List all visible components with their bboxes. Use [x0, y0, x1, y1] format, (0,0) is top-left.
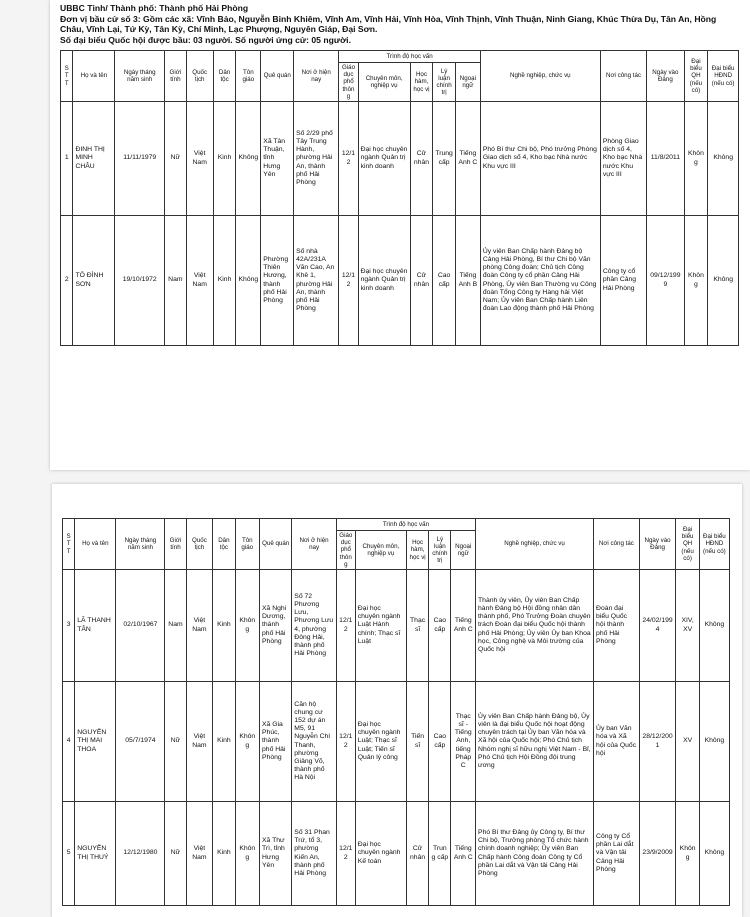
cell-political: Cao cấp: [433, 216, 456, 346]
col-council-delegate: Đại biểu HĐND (nếu có): [699, 519, 729, 570]
cell-residence: Số nhà 42A/231A Văn Cao, An Khê 1, phường Hải An, thành phố Hải Phòng: [294, 216, 339, 346]
cell-council-delegate: Không: [708, 102, 739, 216]
cell-job: Ủy viên Ban Chấp hành Đảng bộ Cảng Hải Phòng, Bí thư Chi bộ Văn phòng Công đoàn; Chủ tịch Công đoàn Công ty cổ phần Cảng Hải Phòng, Ủy viên Ban Thường vụ Công đoàn Tổng Công ty Hàng hải Việt Nam; Ủy viên Ban Chấp hành Liên đoàn Lao động thành phố Hải Phòng: [480, 216, 600, 346]
col-hometown: Quê quán: [260, 519, 292, 570]
cell-party-date: 11/8/2011: [647, 102, 684, 216]
candidate-table-1: [60, 50, 739, 346]
cell-council-delegate: Không: [699, 802, 729, 906]
col-hometown: Quê quán: [261, 51, 294, 102]
col-foreign: Ngoại ngữ: [451, 531, 476, 570]
col-job: Nghề nghiệp, chức vụ: [476, 519, 594, 570]
col-nationality: Quốc tịch: [186, 519, 213, 570]
col-dob: Ngày tháng năm sinh: [115, 51, 165, 102]
table-row: [61, 216, 739, 346]
col-workplace: Nơi công tác: [594, 519, 640, 570]
cell-religion: Không: [236, 102, 261, 216]
cell-na-delegate: XIV, XV: [676, 570, 699, 682]
table-row: [61, 102, 739, 216]
cell-ethnicity: Kinh: [213, 216, 236, 346]
cell-hometown: Phường Thiên Hương, thành phố Hải Phòng: [261, 216, 294, 346]
cell-residence: Số 31 Phan Trứ, tổ 3, phường Kiến An, thành phố Hải Phòng: [292, 802, 337, 906]
cell-job: Ủy viên Ban Chấp hành Đảng bộ, Ủy viên là đại biểu Quốc hội hoạt động chuyên trách tại Ủy ban Văn hóa và Xã hội của Quốc hội; Phó Chủ tịch Nhóm nghị sĩ hữu nghị Việt Nam - Bỉ, Phó Chủ tịch Hội Đồng đội trung ương: [476, 682, 594, 802]
cell-workplace: Đoàn đại biểu Quốc hội thành phố Hải Phòng: [594, 570, 640, 682]
cell-degree: Cử nhân: [410, 216, 433, 346]
cell-political: Trung cấp: [433, 102, 456, 216]
cell-nationality: Việt Nam: [186, 682, 213, 802]
cell-general-edu: 12/12: [336, 802, 355, 906]
table-row: [63, 570, 730, 682]
cell-party-date: 23/9/2009: [639, 802, 676, 906]
col-religion: Tôn giáo: [235, 519, 259, 570]
table-row: [63, 802, 730, 906]
cell-major: Đại học chuyên ngành Luật Hành chính; Thạc sĩ Luật: [355, 570, 406, 682]
cell-name: ĐINH THỊ MINH CHÂU: [73, 102, 115, 216]
col-name: Họ và tên: [75, 519, 116, 570]
col-ethnicity: Dân tộc: [213, 51, 236, 102]
cell-sex: Nam: [165, 570, 186, 682]
cell-na-delegate: Không: [684, 102, 708, 216]
cell-sex: Nữ: [165, 102, 187, 216]
cell-council-delegate: Không: [699, 682, 729, 802]
cell-party-date: 24/02/1994: [639, 570, 676, 682]
cell-dob: 12/12/1980: [116, 802, 165, 906]
cell-residence: Căn hộ chung cư 152 dự án M5, 91 Nguyễn Chí Thanh, phường Giảng Võ, thành phố Hà Nội: [292, 682, 337, 802]
cell-dob: 05/7/1974: [116, 682, 165, 802]
document-page-2: [52, 484, 742, 917]
header-constituency: Đơn vị bầu cử số 3: Gồm các xã: Vĩnh Bảo, Nguyễn Bỉnh Khiêm, Vĩnh Am, Vĩnh Hải, Vĩnh Hòa, Vĩnh Thịnh, Vĩnh Thuận, Ninh Giang, Khúc Thừa Dụ, Tân An, Hồng Châu, Vĩnh Lại, Tứ Kỳ, Tân Kỳ, Chí Minh, Lạc Phượng, Nguyên Giáp, Đại Sơn.: [60, 13, 717, 34]
col-sex: Giới tính: [165, 519, 186, 570]
cell-stt: 5: [63, 802, 75, 906]
cell-workplace: Ủy ban Văn hóa và Xã hội của Quốc hội: [594, 682, 640, 802]
col-residence: Nơi ở hiện nay: [292, 519, 337, 570]
cell-residence: Số 2/29 phố Tây Trung Hành, phường Hải An, thành phố Hải Phòng: [294, 102, 339, 216]
cell-na-delegate: Không: [676, 802, 699, 906]
col-workplace: Nơi công tác: [600, 51, 646, 102]
cell-foreign: Tiếng Anh C: [451, 802, 476, 906]
col-council-delegate: Đại biểu HĐND (nếu có): [708, 51, 739, 102]
cell-hometown: Xã Gia Phúc, thành phố Hải Phòng: [260, 682, 292, 802]
col-degree: Học hàm, học vị: [410, 63, 433, 102]
cell-sex: Nữ: [165, 682, 186, 802]
col-nationality: Quốc tịch: [186, 51, 213, 102]
cell-religion: Không: [235, 682, 259, 802]
col-na-delegate: Đại biểu QH (nếu có): [684, 51, 708, 102]
cell-general-edu: 12/12: [336, 570, 355, 682]
col-stt: ST T: [63, 519, 75, 570]
cell-name: LÃ THANH TÂN: [75, 570, 116, 682]
col-residence: Nơi ở hiện nay: [294, 51, 339, 102]
header-seat-count: Số đại biểu Quốc hội được bầu: 03 người. Số người ứng cử: 05 người.: [60, 34, 351, 45]
cell-dob: 02/10/1967: [116, 570, 165, 682]
document-page-1: [50, 0, 750, 470]
table-row: [63, 682, 730, 802]
cell-na-delegate: XV: [676, 682, 699, 802]
cell-name: NGUYỄN THỊ THUÝ: [75, 802, 116, 906]
cell-ethnicity: Kinh: [213, 682, 235, 802]
col-sex: Giới tính: [165, 51, 187, 102]
cell-ethnicity: Kinh: [213, 570, 235, 682]
cell-name: NGUYỄN THỊ MAI THOA: [75, 682, 116, 802]
cell-religion: Không: [235, 802, 259, 906]
cell-party-date: 09/12/1999: [647, 216, 684, 346]
col-major: Chuyên môn, nghiệp vụ: [355, 531, 406, 570]
col-major: Chuyên môn, nghiệp vụ: [358, 63, 410, 102]
col-religion: Tôn giáo: [236, 51, 261, 102]
col-education-group: Trình độ học vấn: [339, 51, 480, 63]
col-dob: Ngày tháng năm sinh: [116, 519, 165, 570]
cell-sex: Nữ: [165, 802, 186, 906]
col-party-date: Ngày vào Đảng: [639, 519, 676, 570]
cell-residence: Số 72 Phương Lưu, Phương Lưu 4, phường Đông Hải, thành phố Hải Phòng: [292, 570, 337, 682]
cell-workplace: Phòng Giao dịch số 4, Kho bạc Nhà nước Khu vực III: [600, 102, 646, 216]
cell-hometown: Xã Tân Thuận, tỉnh Hưng Yên: [261, 102, 294, 216]
cell-name: TÔ ĐÌNH SƠN: [73, 216, 115, 346]
cell-foreign: Tiếng Anh B: [455, 216, 480, 346]
cell-council-delegate: Không: [708, 216, 739, 346]
cell-major: Đại học chuyên ngành Quản trị kinh doanh: [358, 102, 410, 216]
col-general-edu: Giáo dục phổ thông: [336, 531, 355, 570]
cell-foreign: Tiếng Anh C: [451, 570, 476, 682]
cell-general-edu: 12/12: [336, 682, 355, 802]
cell-ethnicity: Kinh: [213, 102, 236, 216]
cell-nationality: Việt Nam: [186, 802, 213, 906]
cell-dob: 19/10/1972: [115, 216, 165, 346]
cell-hometown: Xã Nghi Dương, thành phố Hải Phòng: [260, 570, 292, 682]
cell-degree: Thạc sĩ: [406, 570, 428, 682]
col-general-edu: Giáo dục phổ thông: [339, 63, 358, 102]
cell-workplace: Công ty cổ phần Cảng Hải Phòng: [600, 216, 646, 346]
col-job: Nghề nghiệp, chức vụ: [480, 51, 600, 102]
cell-job: Thành ủy viên, Ủy viên Ban Chấp hành Đảng bộ Hội đồng nhân dân thành phố, Phó Trưởng Đoàn chuyên trách Đoàn đại biểu Quốc hội thành phố Hải Phòng; Ủy viên Ủy ban Khoa học, Công nghệ và Môi trường của Quốc hội: [476, 570, 594, 682]
cell-political: Trung cấp: [429, 802, 451, 906]
col-na-delegate: Đại biểu QH (nếu có): [676, 519, 699, 570]
cell-major: Đại học chuyên ngành Kế toán: [355, 802, 406, 906]
col-party-date: Ngày vào Đảng: [647, 51, 684, 102]
cell-degree: Cử nhân: [406, 802, 428, 906]
cell-workplace: Công ty Cổ phần Lai dắt và Vận tải Cảng Hải Phòng: [594, 802, 640, 906]
col-stt: ST T: [61, 51, 73, 102]
header-committee: UBBC Tỉnh/ Thành phố: Thành phố Hải Phòng: [60, 3, 249, 13]
cell-council-delegate: Không: [699, 570, 729, 682]
cell-stt: 3: [63, 570, 75, 682]
candidate-table-2: [62, 518, 730, 906]
col-political: Lý luận chính trị: [429, 531, 451, 570]
cell-general-edu: 12/12: [339, 216, 358, 346]
cell-religion: Không: [235, 570, 259, 682]
cell-degree: Cử nhân: [410, 102, 433, 216]
cell-stt: 2: [61, 216, 73, 346]
cell-sex: Nam: [165, 216, 187, 346]
cell-na-delegate: Không: [684, 216, 708, 346]
col-foreign: Ngoại ngữ: [455, 63, 480, 102]
cell-general-edu: 12/12: [339, 102, 358, 216]
cell-dob: 11/11/1979: [115, 102, 165, 216]
cell-ethnicity: Kinh: [213, 802, 235, 906]
cell-nationality: Việt Nam: [186, 102, 213, 216]
cell-degree: Tiến sĩ: [406, 682, 428, 802]
col-name: Họ và tên: [73, 51, 115, 102]
col-education-group: Trình độ học vấn: [336, 519, 475, 531]
col-degree: Học hàm, học vị: [406, 531, 428, 570]
cell-major: Đại học chuyên ngành Luật; Thạc sĩ Luật; Tiến sĩ Quản lý công: [355, 682, 406, 802]
col-ethnicity: Dân tộc: [213, 519, 235, 570]
cell-foreign: Thạc sĩ - Tiếng Anh, tiếng Pháp C: [451, 682, 476, 802]
cell-hometown: Xã Thư Trì, tỉnh Hưng Yên: [260, 802, 292, 906]
cell-stt: 4: [63, 682, 75, 802]
cell-religion: Không: [236, 216, 261, 346]
document-header: [60, 0, 740, 50]
cell-stt: 1: [61, 102, 73, 216]
cell-nationality: Việt Nam: [186, 570, 213, 682]
cell-political: Cao cấp: [429, 570, 451, 682]
cell-foreign: Tiếng Anh C: [455, 102, 480, 216]
col-political: Lý luận chính trị: [433, 63, 456, 102]
cell-political: Cao cấp: [429, 682, 451, 802]
cell-major: Đại học chuyên ngành Quản trị kinh doanh: [358, 216, 410, 346]
cell-job: Phó Bí thư Đảng ủy Công ty, Bí thư Chi bộ, Trưởng phòng Tổ chức hành chính doanh nghiệp; Ủy viên Ban Chấp hành Công đoàn Công ty Cổ phần Lai dắt và Vận tải Cảng Hải Phòng: [476, 802, 594, 906]
cell-nationality: Việt Nam: [186, 216, 213, 346]
cell-party-date: 28/12/2001: [639, 682, 676, 802]
cell-job: Phó Bí thư Chi bộ, Phó trưởng Phòng Giao dịch số 4, Kho bạc Nhà nước Khu vực III: [480, 102, 600, 216]
